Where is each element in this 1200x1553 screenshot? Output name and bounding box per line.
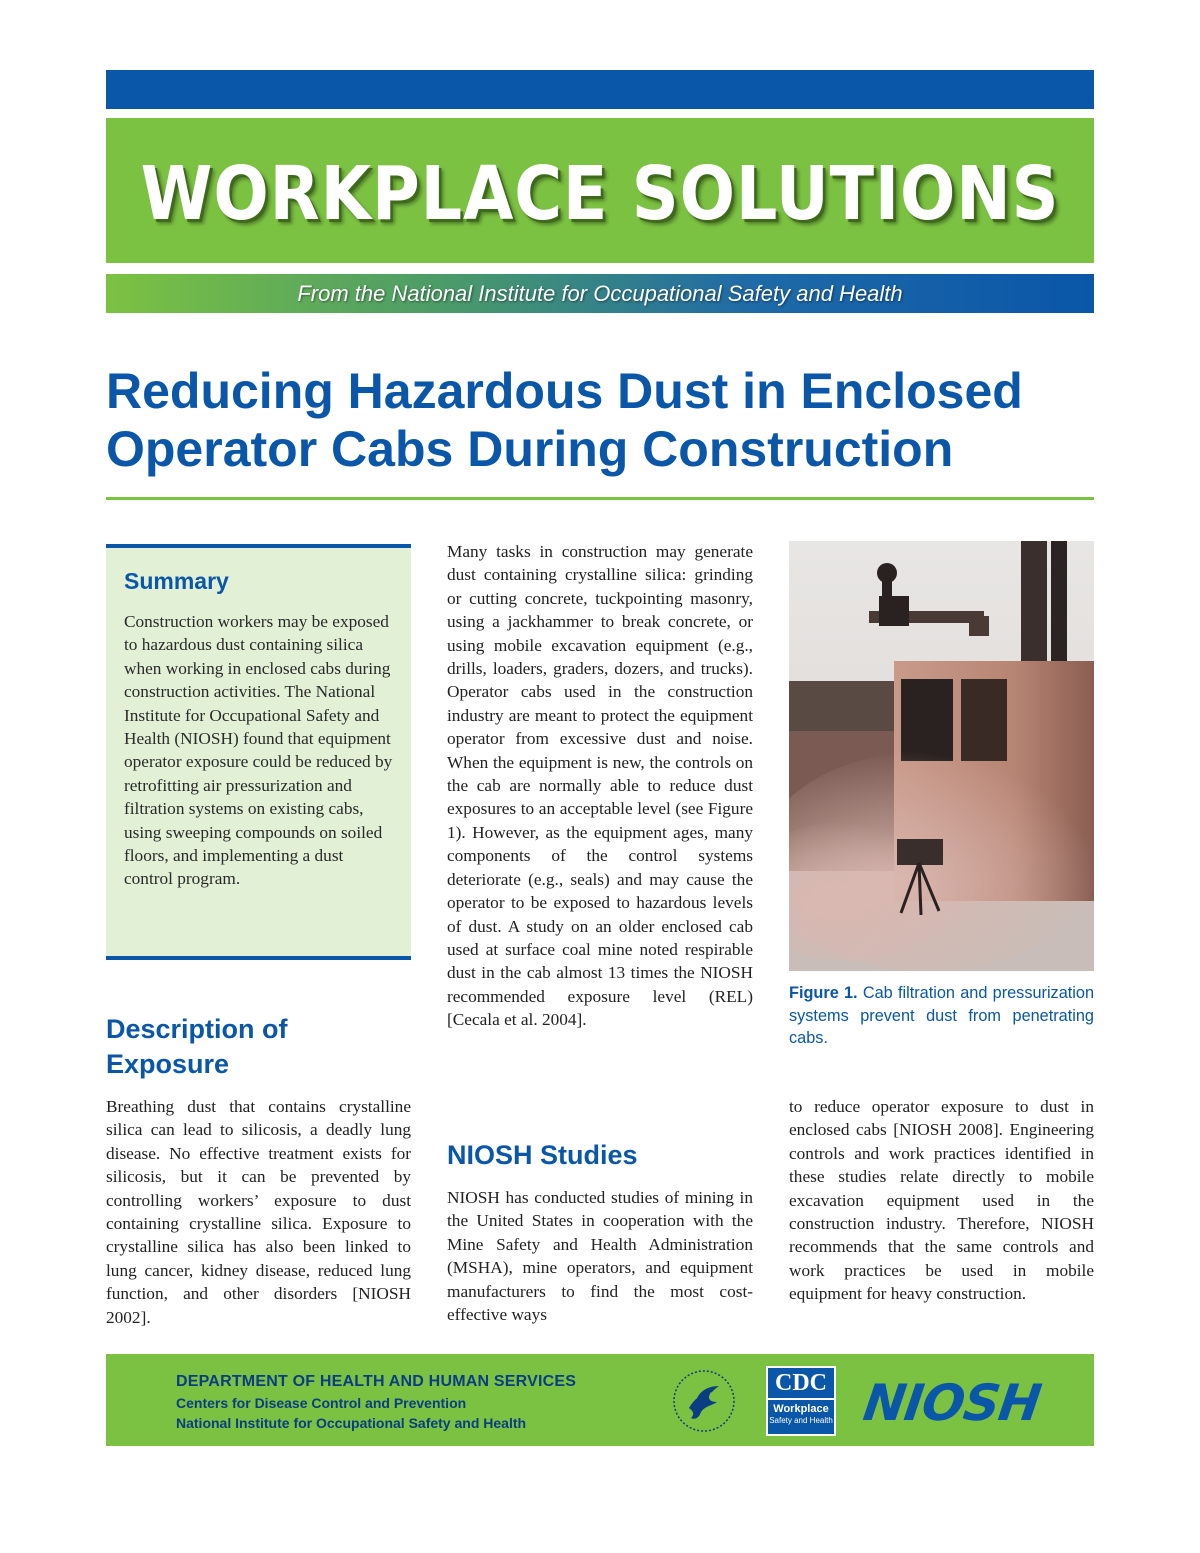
summary-heading: Summary xyxy=(124,568,229,594)
niosh-logo: NIOSH xyxy=(859,1374,1044,1432)
summary-text: Construction workers may be exposed to hazardous dust containing silica when working in enclosed cabs during construction activities. The National Institute for Occupational Safety and Health (NIOSH) found that equipment operator exposure could be reduced by retrofitting air pressurization and filtration systems on existing cabs, using sweeping compounds on soiled floors, and implementing a dust control program. xyxy=(124,612,393,889)
top-blue-bar xyxy=(106,70,1094,109)
footer-cdc: Centers for Disease Control and Prevention xyxy=(176,1395,467,1411)
footer-agency-lines xyxy=(176,1371,576,1433)
intro-paragraph: Many tasks in construction may generate dust containing crystalline silica: grinding or cutting concrete, tuckpointing masonry, using a jackhammer to break concrete, or using mobile excavation equipment (e.g., drills, loaders, graders, dozers, and trucks). Operator cabs used in the construction industry are meant to protect the equipment operator from excessive dust and noise. When the equipment is new, the controls on the cab are normally able to reduce dust exposures to an acceptable level (see Figure 1). However, as the equipment ages, many components of the control systems deteriorate (e.g., seals) and may cause the operator to be exposed to hazardous levels of dust. A study on an older enclosed cab used at surface coal mine noted respirable dust in the cab almost 13 times the NIOSH recommended exposure level (REL) [Cecala et al. 2004]. xyxy=(447,542,753,1030)
cdc-logo xyxy=(766,1366,836,1436)
figure-caption xyxy=(789,982,1094,1050)
summary-box xyxy=(106,544,411,960)
column3-text: to reduce operator exposure to dust in enclosed cabs [NIOSH 2008]. Engineering controls and work practices identified in these studies relate directly to mobile excavation equipment used in the construction industry. Therefore, NIOSH recommends that the same controls and work practices be used in mobile equipment for heavy construction. xyxy=(789,1097,1094,1304)
cdc-logo-text: CDC xyxy=(768,1368,834,1400)
subtitle-text: From the National Institute for Occupational Safety and Health xyxy=(297,280,903,306)
subtitle-bar xyxy=(106,274,1094,313)
workplace-solutions-banner xyxy=(106,118,1094,263)
figure-photo xyxy=(789,541,1094,971)
description-text: Breathing dust that contains crystalline silica can lead to silicosis, a deadly lung disease. No effective treatment exists for silicosis, but it can be prevented by controlling workers’ exposure to dust containing crystalline silica. Exposure to crystalline silica has also been linked to lung cancer, kidney disease, reduced lung function, and other disorders [NIOSH 2002]. xyxy=(106,1097,411,1327)
hhs-eagle-icon xyxy=(671,1368,737,1434)
niosh-studies-text: NIOSH has conducted studies of mining in the United States in cooperation with the Mine Safety and Health Administration (MSHA), mine operators, and equipment manufacturers to find the most cost-effective ways xyxy=(447,1188,753,1325)
title-divider xyxy=(106,497,1094,500)
niosh-studies-heading: NIOSH Studies xyxy=(447,1140,638,1170)
document-title: Reducing Hazardous Dust in Enclosed Operator Cabs During Construction xyxy=(106,363,1023,477)
banner-title: WORKPLACE SOLUTIONS xyxy=(140,150,1060,237)
footer-department: DEPARTMENT OF HEALTH AND HUMAN SERVICES xyxy=(176,1373,577,1390)
figure-label: Figure 1. xyxy=(789,984,858,1002)
cdc-logo-workplace: Workplace xyxy=(773,1403,829,1415)
figure-caption-text: Cab filtration and pressurization systems prevent dust from penetrating cabs. xyxy=(789,984,1095,1047)
footer-bar xyxy=(106,1354,1094,1446)
description-heading: Description of Exposure xyxy=(106,1014,288,1079)
footer-niosh: National Institute for Occupational Safety and Health xyxy=(176,1415,527,1431)
cdc-logo-safety: Safety and Health xyxy=(769,1416,833,1425)
